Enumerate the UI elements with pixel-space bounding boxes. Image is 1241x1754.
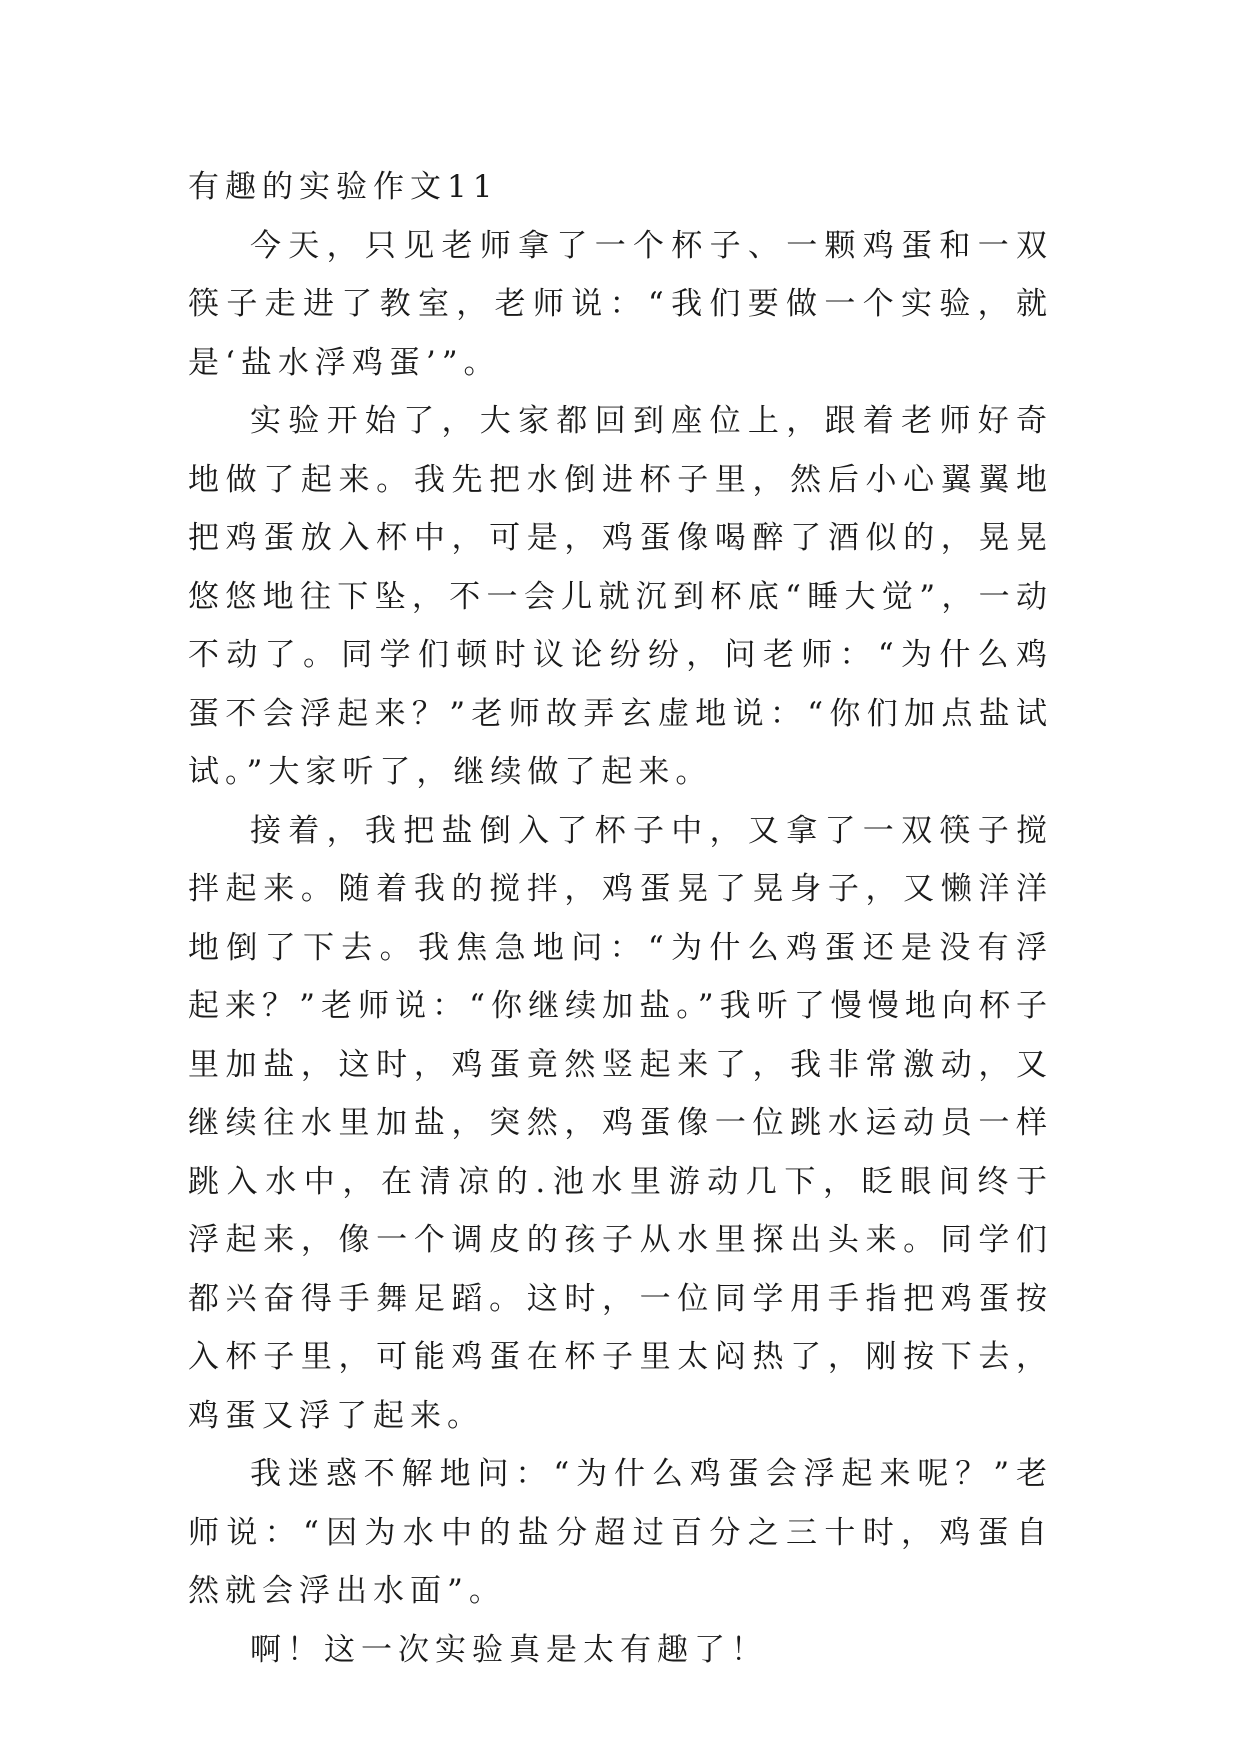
paragraph-4: 我迷惑不解地问：“为什么鸡蛋会浮起来呢？”老师说：“因为水中的盐分超过百分之三十时，鸡蛋自然就会浮出水面”。 [188, 1456, 1053, 1609]
paragraph-1: 今天，只见老师拿了一个杯子、一颗鸡蛋和一双筷子走进了教室，老师说：“我们要做一个实验，就是‘盐水浮鸡蛋’”。 [188, 227, 1053, 381]
document-body [188, 158, 1053, 1679]
paragraph-3: 接着，我把盐倒入了杯子中，又拿了一双筷子搅拌起来。随着我的搅拌，鸡蛋晃了晃身子，又懒洋洋地倒了下去。我焦急地问：“为什么鸡蛋还是没有浮起来？”老师说：“你继续加盐。”我听了慢慢地向杯子里加盐，这时，鸡蛋竟然竖起来了，我非常激动，又继续往水里加盐，突然，鸡蛋像一位跳水运动员一样跳入水中，在清凉的.池水里游动几下，眨眼间终于浮起来，像一个调皮的孩子从水里探出头来。同学们都兴奋得手舞足蹈。这时，一位同学用手指把鸡蛋按入杯子里，可能鸡蛋在杯子里太闷热了，刚按下去，鸡蛋又浮了起来。 [188, 812, 1053, 1434]
paragraph-5: 啊！这一次实验真是太有趣了！ [250, 1631, 768, 1668]
document-title: 有趣的实验作文11 [188, 169, 499, 205]
paragraph-2: 实验开始了，大家都回到座位上，跟着老师好奇地做了起来。我先把水倒进杯子里，然后小心翼翼地把鸡蛋放入杯中，可是，鸡蛋像喝醉了酒似的，晃晃悠悠地往下坠，不一会儿就沉到杯底“睡大觉”，一动不动了。同学们顿时议论纷纷，问老师：“为什么鸡蛋不会浮起来？”老师故弄玄虚地说：“你们加点盐试试。”大家听了，继续做了起来。 [188, 403, 1053, 790]
